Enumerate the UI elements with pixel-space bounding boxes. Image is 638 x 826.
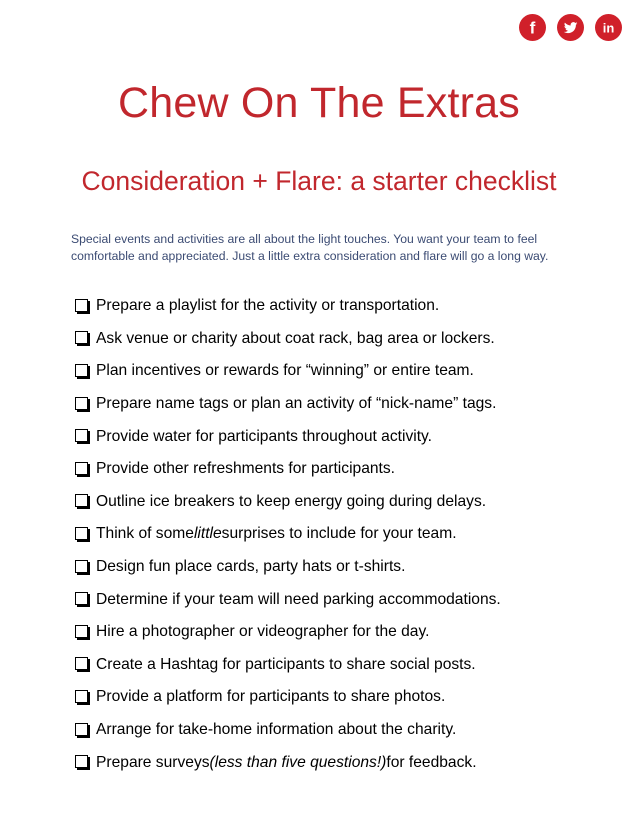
checklist-item bbox=[75, 681, 625, 714]
checklist-item-label-end: surprises to include for your team. bbox=[221, 525, 457, 543]
checkbox-icon[interactable] bbox=[75, 527, 88, 540]
checklist-item-label: Plan incentives or rewards for “winning” or entire team. bbox=[96, 362, 474, 380]
checklist-item bbox=[75, 649, 625, 682]
page-title: Chew On The Extras bbox=[118, 79, 520, 127]
checklist-item bbox=[75, 551, 625, 584]
page-subtitle: Consideration + Flare: a starter checklist bbox=[81, 166, 557, 196]
checklist-item bbox=[75, 746, 625, 779]
checklist-item-label: Provide other refreshments for participants. bbox=[96, 460, 396, 478]
checkbox-icon[interactable] bbox=[75, 723, 88, 736]
checklist-item-label: Design fun place cards, party hats or t-shirts. bbox=[96, 558, 406, 576]
checklist-item bbox=[75, 714, 625, 747]
linkedin-icon[interactable] bbox=[595, 14, 622, 41]
checkbox-icon[interactable] bbox=[75, 560, 88, 573]
checklist-item bbox=[75, 486, 625, 519]
checklist-item bbox=[75, 388, 625, 421]
facebook-letter: f bbox=[529, 18, 536, 38]
twitter-icon[interactable] bbox=[557, 14, 584, 41]
checklist-item bbox=[75, 616, 625, 649]
checklist-item-label: Prepare name tags or plan an activity of “nick-name” tags. bbox=[96, 395, 497, 413]
checkbox-icon[interactable] bbox=[75, 331, 88, 344]
checklist-item-label: Prepare a playlist for the activity or transportation. bbox=[96, 297, 440, 315]
checklist-item-label: Create a Hashtag for participants to share social posts. bbox=[96, 655, 476, 673]
checklist-item bbox=[75, 583, 625, 616]
checkbox-icon[interactable] bbox=[75, 299, 88, 312]
checklist-item-label: Provide a platform for participants to share photos. bbox=[96, 688, 446, 706]
checklist-item bbox=[75, 420, 625, 453]
intro-paragraph: Special events and activities are all about the light touches. You want your team to feel comfortable and appreciated. Just a little extra consideration and flare will go a long way. bbox=[71, 232, 549, 263]
facebook-glyph bbox=[519, 14, 546, 41]
linkedin-glyph bbox=[595, 14, 622, 41]
checklist-item-label: Determine if your team will need parking accommodations. bbox=[96, 590, 501, 608]
checklist-item-emphasis: little bbox=[193, 525, 222, 543]
social-links bbox=[519, 14, 622, 41]
checklist-item-label: Arrange for take-home information about the charity. bbox=[96, 721, 457, 739]
checkbox-icon[interactable] bbox=[75, 690, 88, 703]
checklist bbox=[75, 290, 625, 779]
checklist-item bbox=[75, 453, 625, 486]
checklist-item-label: Provide water for participants throughout activity. bbox=[96, 427, 433, 445]
checklist-item-label-start: Prepare surveys bbox=[96, 753, 210, 771]
checkbox-icon[interactable] bbox=[75, 429, 88, 442]
checklist-item bbox=[75, 355, 625, 388]
checkbox-icon[interactable] bbox=[75, 592, 88, 605]
checklist-item-label-start: Think of some bbox=[96, 525, 194, 543]
facebook-icon[interactable] bbox=[519, 14, 546, 41]
checklist-item bbox=[75, 518, 625, 551]
checkbox-icon[interactable] bbox=[75, 364, 88, 377]
checkbox-icon[interactable] bbox=[75, 625, 88, 638]
checkbox-icon[interactable] bbox=[75, 657, 88, 670]
checkbox-icon[interactable] bbox=[75, 755, 88, 768]
checklist-item-label: Hire a photographer or videographer for the day. bbox=[96, 623, 430, 641]
checkbox-icon[interactable] bbox=[75, 494, 88, 507]
checklist-item bbox=[75, 323, 625, 356]
linkedin-letters: in bbox=[602, 20, 615, 36]
checkbox-icon[interactable] bbox=[75, 462, 88, 475]
checklist-item-label-end: for feedback. bbox=[386, 753, 477, 771]
checkbox-icon[interactable] bbox=[75, 397, 88, 410]
twitter-bird-glyph bbox=[557, 14, 584, 41]
checklist-item-label: Outline ice breakers to keep energy going during delays. bbox=[96, 492, 487, 510]
checklist-item bbox=[75, 290, 625, 323]
checklist-item-emphasis: (less than five questions!) bbox=[209, 753, 387, 771]
checklist-item-label: Ask venue or charity about coat rack, bag area or lockers. bbox=[96, 329, 495, 347]
